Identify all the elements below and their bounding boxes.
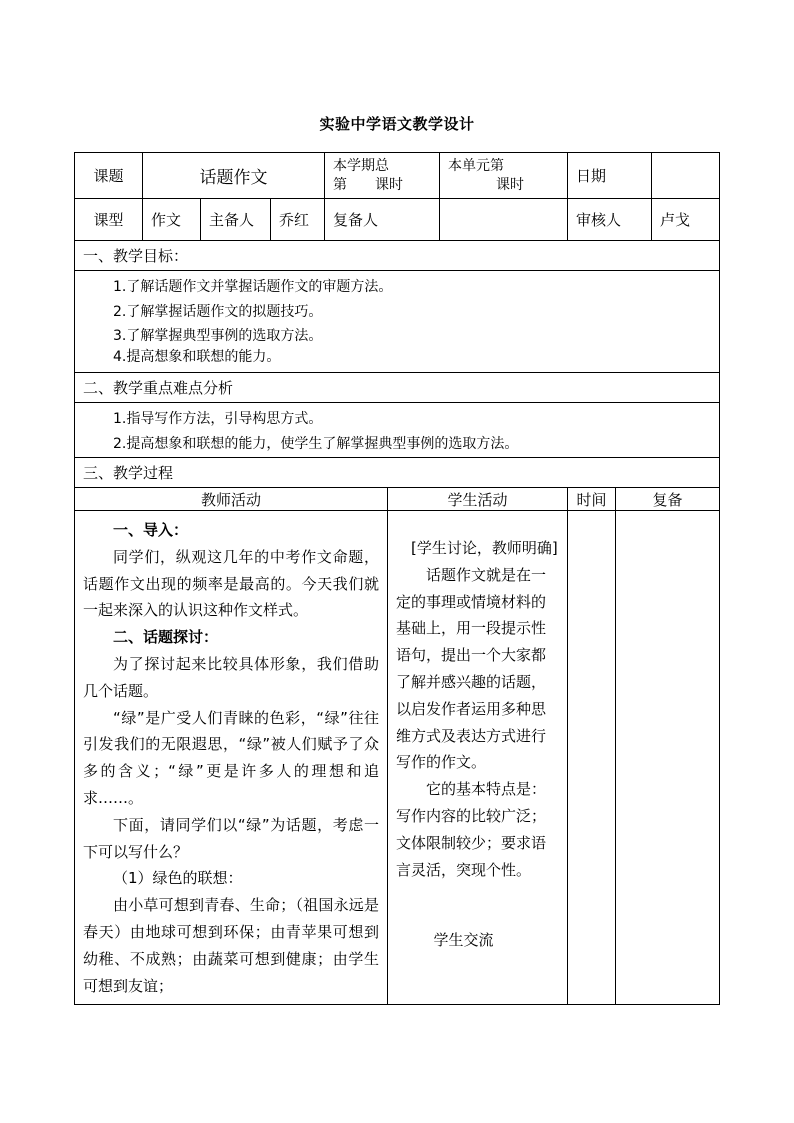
objective-item: 4.提高想象和联想的能力。 xyxy=(113,349,281,365)
teacher-paragraph: 下面，请同学们以“绿”为话题，考虑一下可以写什么？ xyxy=(83,815,379,861)
time-cell xyxy=(568,511,616,1004)
unit-line2: 课时 xyxy=(496,176,524,193)
section2-heading: 二、教学重点难点分析 xyxy=(83,379,234,397)
student-activity-content xyxy=(388,511,568,1004)
discussion-heading: 二、话题探讨： xyxy=(113,628,219,647)
teacher-activity-header: 教师活动 xyxy=(75,488,388,510)
co-preparer-value xyxy=(440,199,568,240)
reviewer-value: 卢戈 xyxy=(660,211,691,229)
unit-line1: 本单元第 xyxy=(448,157,504,174)
reviewer-label: 审核人 xyxy=(568,199,652,240)
intro-heading: 一、导入： xyxy=(113,521,189,539)
section3-heading-row xyxy=(75,458,719,488)
teacher-paragraph: 同学们，纵观这几年的中考作文命题，话题作文出现的频率是最高的。今天我们就一起来深入的认识这种作文样式。 xyxy=(83,547,379,620)
revision-header: 复备 xyxy=(652,490,683,509)
objective-item: 2.了解掌握话题作文的拟题技巧。 xyxy=(113,304,323,320)
term-total-line1: 本学期总 xyxy=(333,157,389,174)
student-paragraph: 它的基本特点是： xyxy=(426,780,547,799)
revision-cell xyxy=(616,511,719,1004)
process-header-row xyxy=(75,488,719,511)
objective-item: 1.了解话题作文并掌握话题作文的审题方法。 xyxy=(113,279,393,295)
header-row-2 xyxy=(75,199,719,241)
section1-items-row xyxy=(75,271,719,373)
lead-preparer-label: 主备人 xyxy=(201,199,271,240)
topic-value: 话题作文 xyxy=(143,153,325,198)
teacher-paragraph: （1）绿色的联想： xyxy=(113,869,243,888)
key-point-item: 1.指导写作方法，引导构思方式。 xyxy=(113,411,323,427)
header-row-1 xyxy=(75,153,719,199)
date-value xyxy=(652,153,719,198)
term-total-cell xyxy=(325,153,440,198)
section1-heading: 一、教学目标： xyxy=(83,247,189,265)
teacher-activity-content xyxy=(75,511,388,1004)
type-label: 课型 xyxy=(75,199,143,240)
section2-heading-row xyxy=(75,373,719,403)
section1-heading-row xyxy=(75,241,719,271)
key-points-list xyxy=(75,403,719,457)
student-paragraph: 学生交流 xyxy=(433,931,494,950)
section3-heading: 三、教学过程 xyxy=(83,464,174,482)
type-value: 作文 xyxy=(143,199,201,240)
key-point-item: 2.提高想象和联想的能力，使学生了解掌握典型事例的选取方法。 xyxy=(113,436,519,452)
time-header: 时间 xyxy=(568,488,616,510)
co-preparer-label: 复备人 xyxy=(325,199,440,240)
student-paragraph: 写作内容的比较广泛；文体限制较少；要求语言灵活，突现个性。 xyxy=(396,806,547,879)
objective-item: 3.了解掌握典型事例的选取方法。 xyxy=(113,328,323,344)
student-paragraph: [学生讨论，教师明确] xyxy=(411,539,558,557)
document-title: 实验中学语文教学设计 xyxy=(319,115,475,133)
objectives-list xyxy=(75,271,719,372)
unit-lesson-cell xyxy=(440,153,568,198)
student-activity-header: 学生活动 xyxy=(388,488,568,510)
process-body-row xyxy=(75,511,719,1004)
term-total-line2: 第 课时 xyxy=(333,176,403,193)
date-label: 日期 xyxy=(568,153,652,198)
teacher-paragraph: 由小草可想到青春、生命；（祖国永远是春天）由地球可想到环保；由青苹果可想到幼稚、不成熟；由蔬菜可想到健康；由学生可想到友谊； xyxy=(83,896,379,995)
student-paragraph: 话题作文就是在一定的事理或情境材料的基础上，用一段提示性语句，提出一个大家都了解并感兴趣的话题，以启发作者运用多种思维方式及表达方式进行写作的作文。 xyxy=(396,565,547,772)
teacher-paragraph: 为了探讨起来比较具体形象，我们借助几个话题。 xyxy=(83,654,379,700)
lead-preparer-value: 乔红 xyxy=(271,199,325,240)
lesson-plan-table xyxy=(74,152,720,1005)
teacher-paragraph: “绿”是广受人们青睐的色彩，“绿”往往引发我们的无限遐思，“绿”被人们赋予了众多的含义；“绿”更是许多人的理想和追求……。 xyxy=(83,708,379,807)
section2-items-row xyxy=(75,403,719,458)
topic-label: 课题 xyxy=(75,153,143,198)
